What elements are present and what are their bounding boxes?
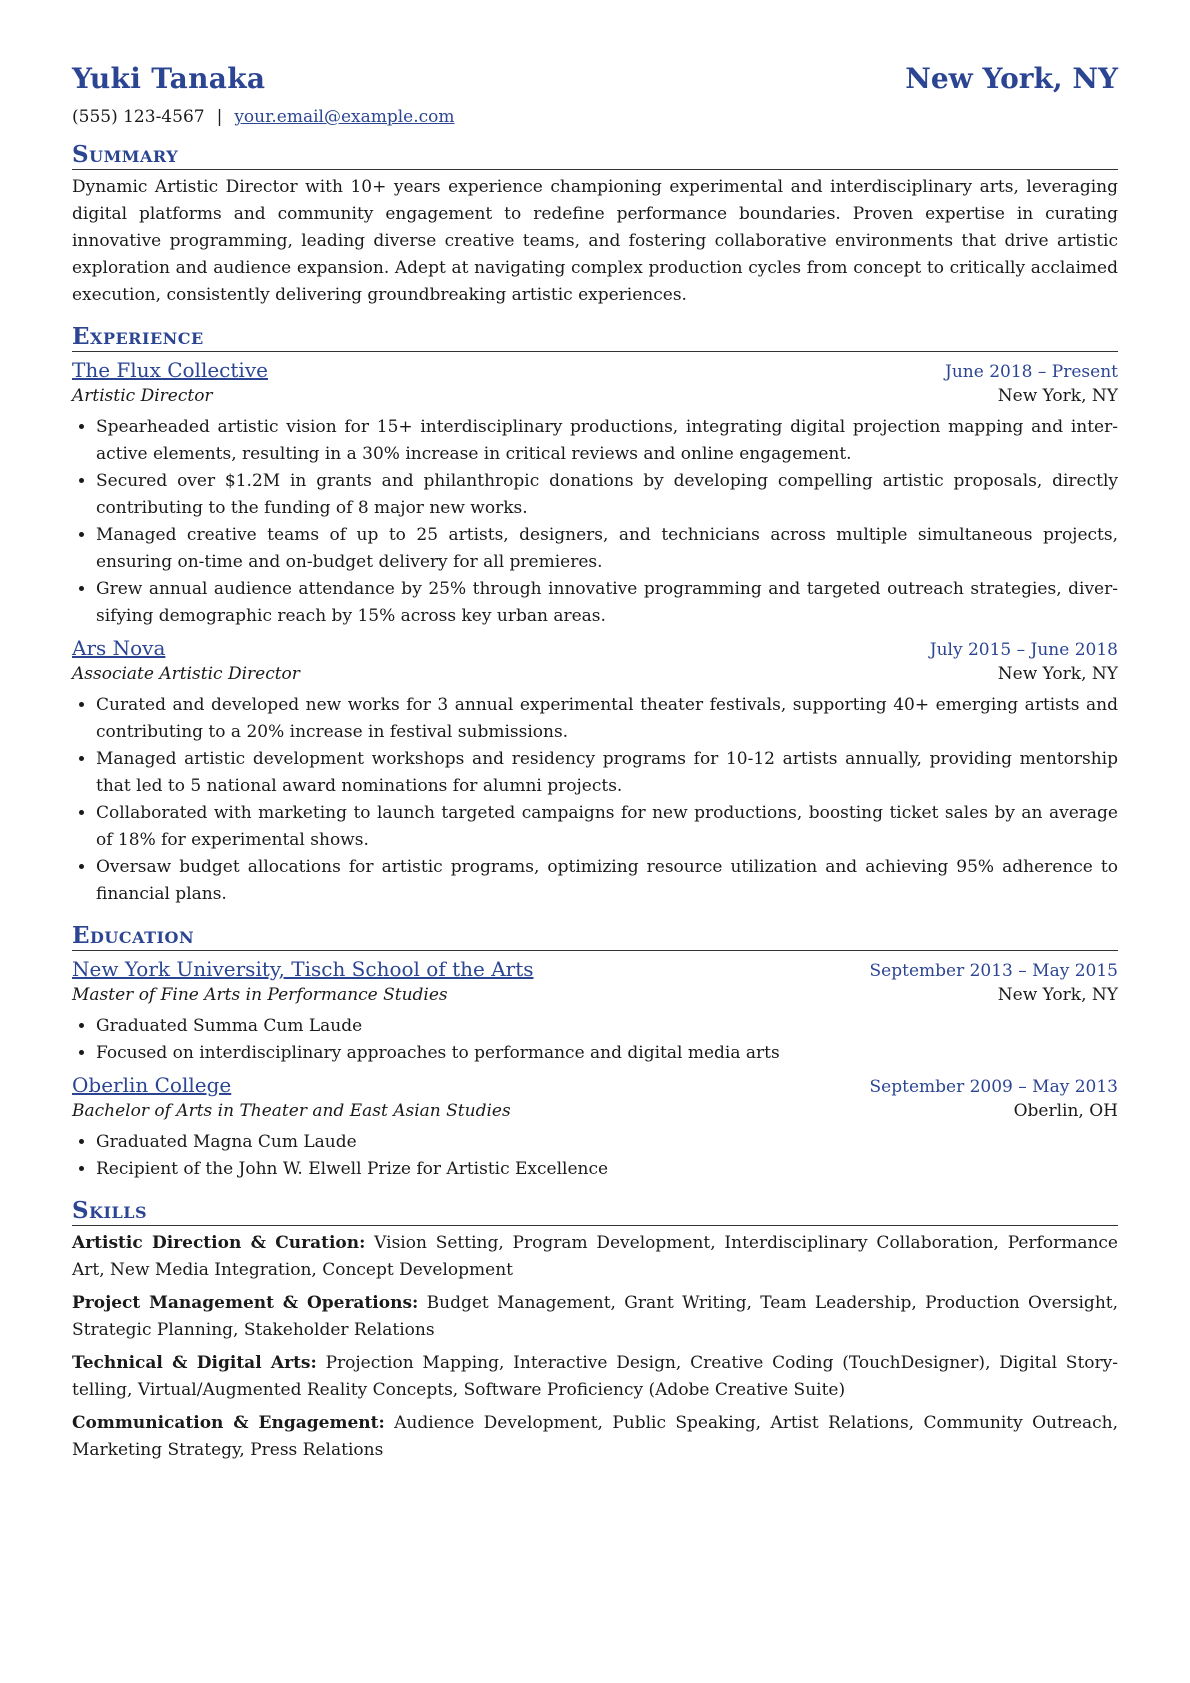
bullet-item: • Focused on interdisciplinary approaches to performance and digital media arts bbox=[96, 1040, 1118, 1067]
entry-dates: September 2009 – May 2013 bbox=[869, 1077, 1118, 1097]
skill-category: Project Management & Operations: bbox=[72, 1293, 419, 1313]
summary-text: Dynamic Artistic Director with 10+ years experience championing experimental and interdisciplinary arts, leveraging digital platforms and community engagement to redefine performance boundaries. Proven expertise in curating innovative programming, leading diverse creative teams, and fostering collaborative environments that drive artistic exploration and audience expansion. Adept at navigating complex production cycles from concept to critically acclaimed execution, consistently delivering groundbreaking artistic experiences. bbox=[72, 177, 1118, 305]
skill-values: Projection Mapping, Interactive Design, Creative Coding (TouchDesigner), Digital Storytelling, Virtual/Augmented Reality Concepts, Software Proficiency (Adobe Creative Suite) bbox=[72, 1353, 1118, 1400]
bullet-item: • Grew annual audience attendance by 25% through innovative programming and targeted outreach strategies, diversifying demographic reach by 15% across key urban areas. bbox=[96, 576, 1118, 630]
education-entry bbox=[72, 1073, 1118, 1183]
job-title: Artistic Director bbox=[72, 386, 213, 406]
section-title-summary: Summary bbox=[72, 141, 1118, 170]
skill-values: Vision Setting, Program Development, Interdisciplinary Collaboration, Performance Art, New Media Integration, Concept Development bbox=[72, 1233, 1118, 1280]
bullet-item: • Managed artistic development workshops and residency programs for 10-12 artists annually, providing mentorship that led to 5 national award nominations for alumni projects. bbox=[96, 746, 1118, 800]
skill-values: Audience Development, Public Speaking, Artist Relations, Community Outreach, Marketing Strategy, Press Relations bbox=[72, 1413, 1119, 1460]
bullet-item: • Graduated Summa Cum Laude bbox=[96, 1013, 1118, 1040]
contact-separator: | bbox=[216, 107, 223, 127]
organization-link[interactable]: Ars Nova bbox=[72, 636, 166, 660]
entry-location: New York, NY bbox=[997, 386, 1118, 406]
email-link[interactable]: your.email@example.com bbox=[234, 107, 455, 127]
experience-entry bbox=[72, 636, 1118, 908]
degree-title: Bachelor of Arts in Theater and East Asian Studies bbox=[72, 1101, 511, 1121]
contact-line bbox=[72, 107, 1118, 127]
bullet-item: • Graduated Magna Cum Laude bbox=[96, 1129, 1118, 1156]
bullet-item: • Curated and developed new works for 3 annual experimental theater festivals, supporting 40+ emerging artists and contributing to a 20% increase in festival submissions. bbox=[96, 692, 1118, 746]
entry-dates: September 2013 – May 2015 bbox=[869, 961, 1118, 981]
entry-dates: July 2015 – June 2018 bbox=[929, 640, 1118, 660]
skill-row bbox=[72, 1230, 1118, 1284]
institution-link[interactable]: New York University, Tisch School of the Arts bbox=[72, 957, 534, 981]
skill-row bbox=[72, 1290, 1118, 1344]
entry-location: New York, NY bbox=[997, 664, 1118, 684]
section-title-experience: Experience bbox=[72, 323, 1118, 352]
resume-header bbox=[72, 62, 1118, 95]
job-title: Associate Artistic Director bbox=[72, 664, 300, 684]
skills-list bbox=[72, 1230, 1118, 1464]
skill-category: Artistic Direction & Curation: bbox=[72, 1233, 366, 1253]
experience-entry bbox=[72, 358, 1118, 630]
bullet-item: • Spearheaded artistic vision for 15+ interdisciplinary productions, integrating digital projection mapping and interactive elements, resulting in a 30% increase in critical reviews and online engagement. bbox=[96, 414, 1118, 468]
entry-dates: June 2018 – Present bbox=[945, 362, 1118, 382]
phone-number: (555) 123-4567 bbox=[72, 107, 205, 127]
bullet-list bbox=[72, 1013, 1118, 1067]
candidate-location: New York, NY bbox=[905, 62, 1118, 95]
education-entry bbox=[72, 957, 1118, 1067]
skill-row bbox=[72, 1350, 1118, 1404]
institution-link[interactable]: Oberlin College bbox=[72, 1073, 232, 1097]
entry-location: Oberlin, OH bbox=[1013, 1101, 1118, 1121]
entry-location: New York, NY bbox=[997, 985, 1118, 1005]
bullet-list bbox=[72, 414, 1118, 630]
bullet-item: • Secured over $1.2M in grants and philanthropic donations by developing compelling artistic proposals, directly contributing to the funding of 8 major new works. bbox=[96, 468, 1118, 522]
candidate-name: Yuki Tanaka bbox=[72, 62, 266, 95]
bullet-item: • Managed creative teams of up to 25 artists, designers, and technicians across multiple simultaneous projects, ensuring on-time and on-budget delivery for all premieres. bbox=[96, 522, 1118, 576]
bullet-list bbox=[72, 1129, 1118, 1183]
bullet-item: • Collaborated with marketing to launch targeted campaigns for new productions, boosting ticket sales by an average of 18% for experimental shows. bbox=[96, 800, 1118, 854]
section-title-skills: Skills bbox=[72, 1197, 1118, 1226]
bullet-list bbox=[72, 692, 1118, 908]
skill-values: Budget Management, Grant Writing, Team Leadership, Production Oversight, Strategic Planning, Stakeholder Relations bbox=[72, 1293, 1119, 1340]
skill-category: Communication & Engagement: bbox=[72, 1413, 385, 1433]
bullet-item: • Oversaw budget allocations for artistic programs, optimizing resource utilization and achieving 95% adherence to financial plans. bbox=[96, 854, 1118, 908]
skill-row bbox=[72, 1410, 1118, 1464]
bullet-item: • Recipient of the John W. Elwell Prize for Artistic Excellence bbox=[96, 1156, 1118, 1183]
organization-link[interactable]: The Flux Collective bbox=[72, 358, 268, 382]
degree-title: Master of Fine Arts in Performance Studies bbox=[72, 985, 448, 1005]
section-title-education: Education bbox=[72, 922, 1118, 951]
skill-category: Technical & Digital Arts: bbox=[72, 1353, 317, 1373]
